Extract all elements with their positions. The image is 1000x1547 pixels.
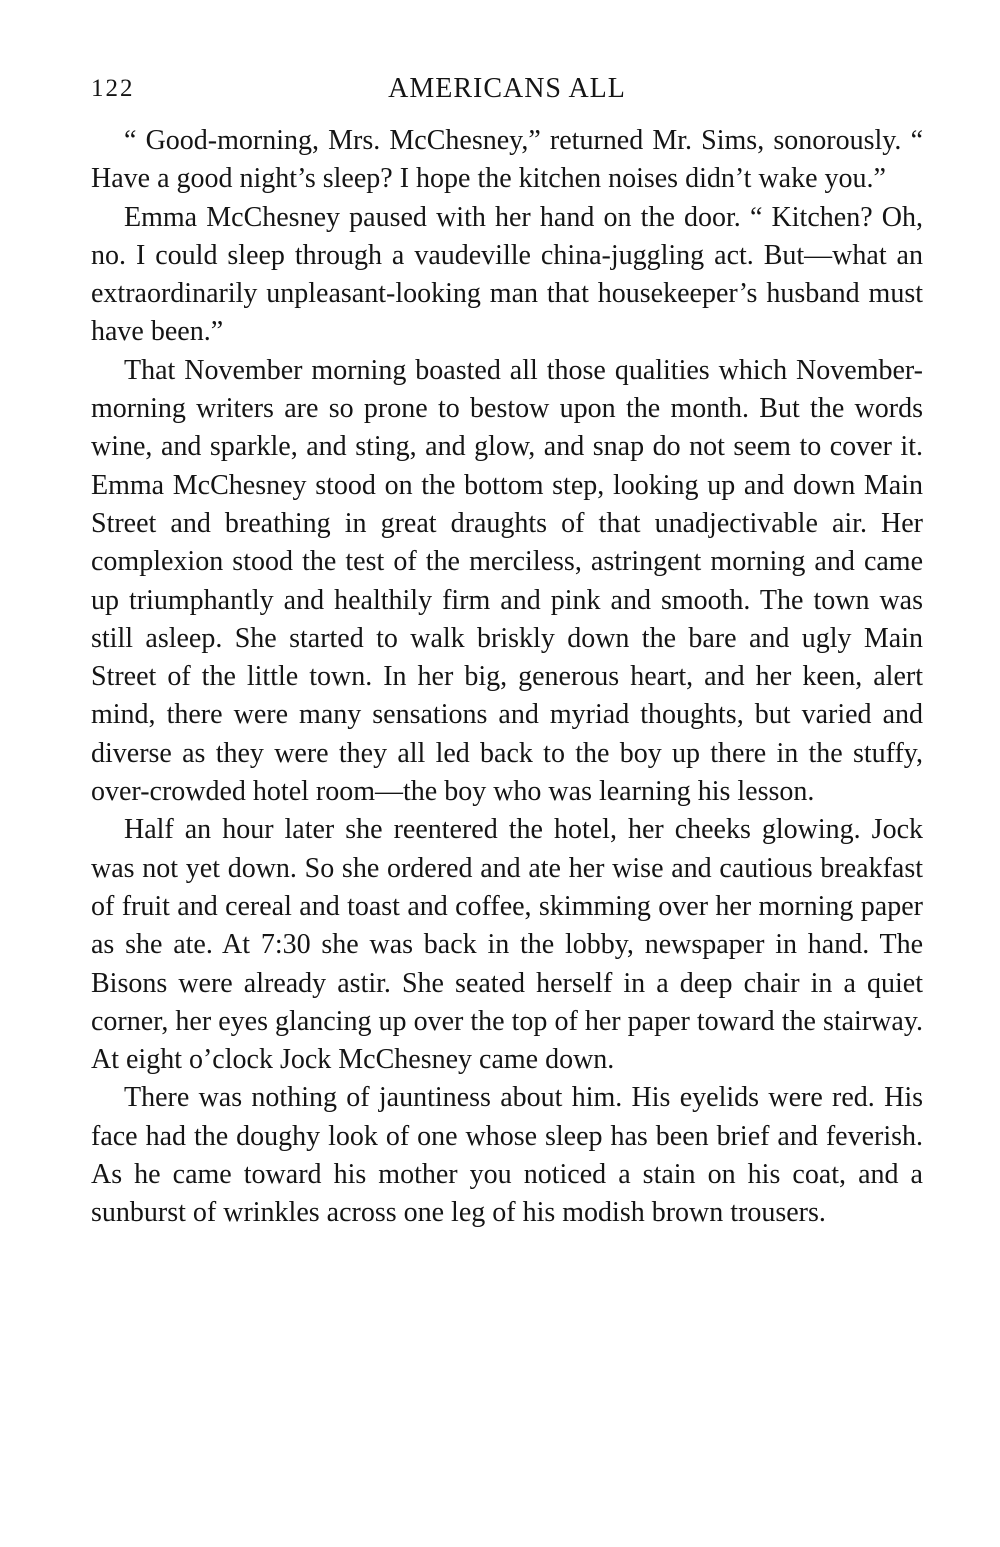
paragraph-2: Emma McChesney paused with her hand on the door. “ Kitchen? Oh, no. I could sleep through a vaudeville china-juggling act. But—what an extraordinarily unpleasant-looking man that housekeeper’s husband must have been.” bbox=[91, 201, 923, 348]
running-head bbox=[91, 68, 923, 110]
paragraph-1: “ Good-morning, Mrs. McChesney,” returned Mr. Sims, sonorously. “ Have a good night’s sleep? I hope the kitchen noises didn’t wake you.” bbox=[91, 125, 923, 195]
book-page bbox=[91, 68, 923, 1233]
paragraph-4: Half an hour later she reentered the hotel, her cheeks glowing. Jock was not yet down. So she ordered and ate her wise and cautious breakfast of fruit and cereal and toast and coffee, skimming over her morning paper as she ate. At 7:30 she was back in the lobby, newspaper in hand. The Bisons were already astir. She seated herself in a deep chair in a quiet corner, her eyes glancing up over the top of her paper toward the stairway. At eight o’clock Jock McChesney came down. bbox=[91, 814, 923, 1076]
body-text bbox=[91, 122, 923, 1233]
paragraph-3: That November morning boasted all those qualities which November-morning writers are so prone to bestow upon the month. But the words wine, and sparkle, and sting, and glow, and snap do not seem to cover it. Emma McChesney stood on the bottom step, looking up and down Main Street and breathing in great draughts of that unadjectivable air. Her complexion stood the test of the merciless, astringent morning and came up triumphantly and healthily firm and pink and smooth. The town was still asleep. She started to walk briskly down the bare and ugly Main Street of the little town. In her big, generous heart, and her keen, alert mind, there were many sensations and myriad thoughts, but varied and diverse as they were they all led back to the boy up there in the stuffy, over-crowded hotel room—the boy who was learning his lesson. bbox=[91, 354, 923, 808]
paragraph-5: There was nothing of jauntiness about him. His eyelids were red. His face had the doughy look of one whose sleep has been brief and feverish. As he came toward his mother you noticed a stain on his coat, and a sunburst of wrinkles across one leg of his modish brown trousers. bbox=[91, 1082, 923, 1229]
book-title: AMERICANS ALL bbox=[388, 73, 626, 104]
page-number: 122 bbox=[91, 75, 135, 102]
